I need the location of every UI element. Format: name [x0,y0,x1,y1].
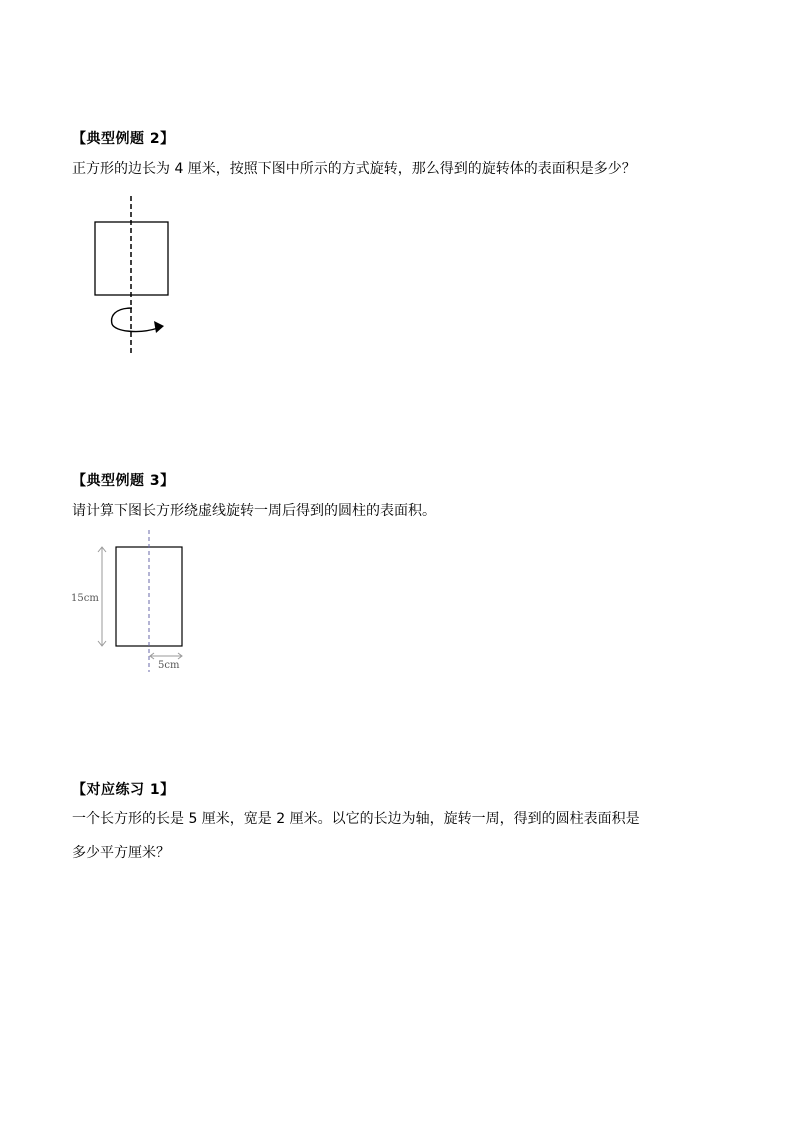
width-label: 5cm [158,660,180,671]
example2-heading: 【典型例题 2】 [72,131,175,147]
example2-question: 正方形的边长为 4 厘米，按照下图中所示的方式旋转，那么得到的旋转体的表面积是多少？ [72,161,636,177]
practice1-heading: 【对应练习 1】 [72,782,175,798]
example3-heading: 【典型例题 3】 [72,473,175,489]
height-label: 15cm [71,593,99,604]
practice1-question-line2: 多少平方厘米？ [72,845,170,861]
practice1-question-line1: 一个长方形的长是 5 厘米，宽是 2 厘米。以它的长边为轴，旋转一周，得到的圆柱表面积是 [72,811,640,827]
rotation-arrow [112,308,158,331]
example3-question: 请计算下图长方形绕虚线旋转一周后得到的圆柱的表面积。 [72,503,436,519]
square-rotation-figure [80,196,200,356]
rectangle-rotation-figure [68,530,198,675]
rotation-arrow-head [154,321,164,333]
